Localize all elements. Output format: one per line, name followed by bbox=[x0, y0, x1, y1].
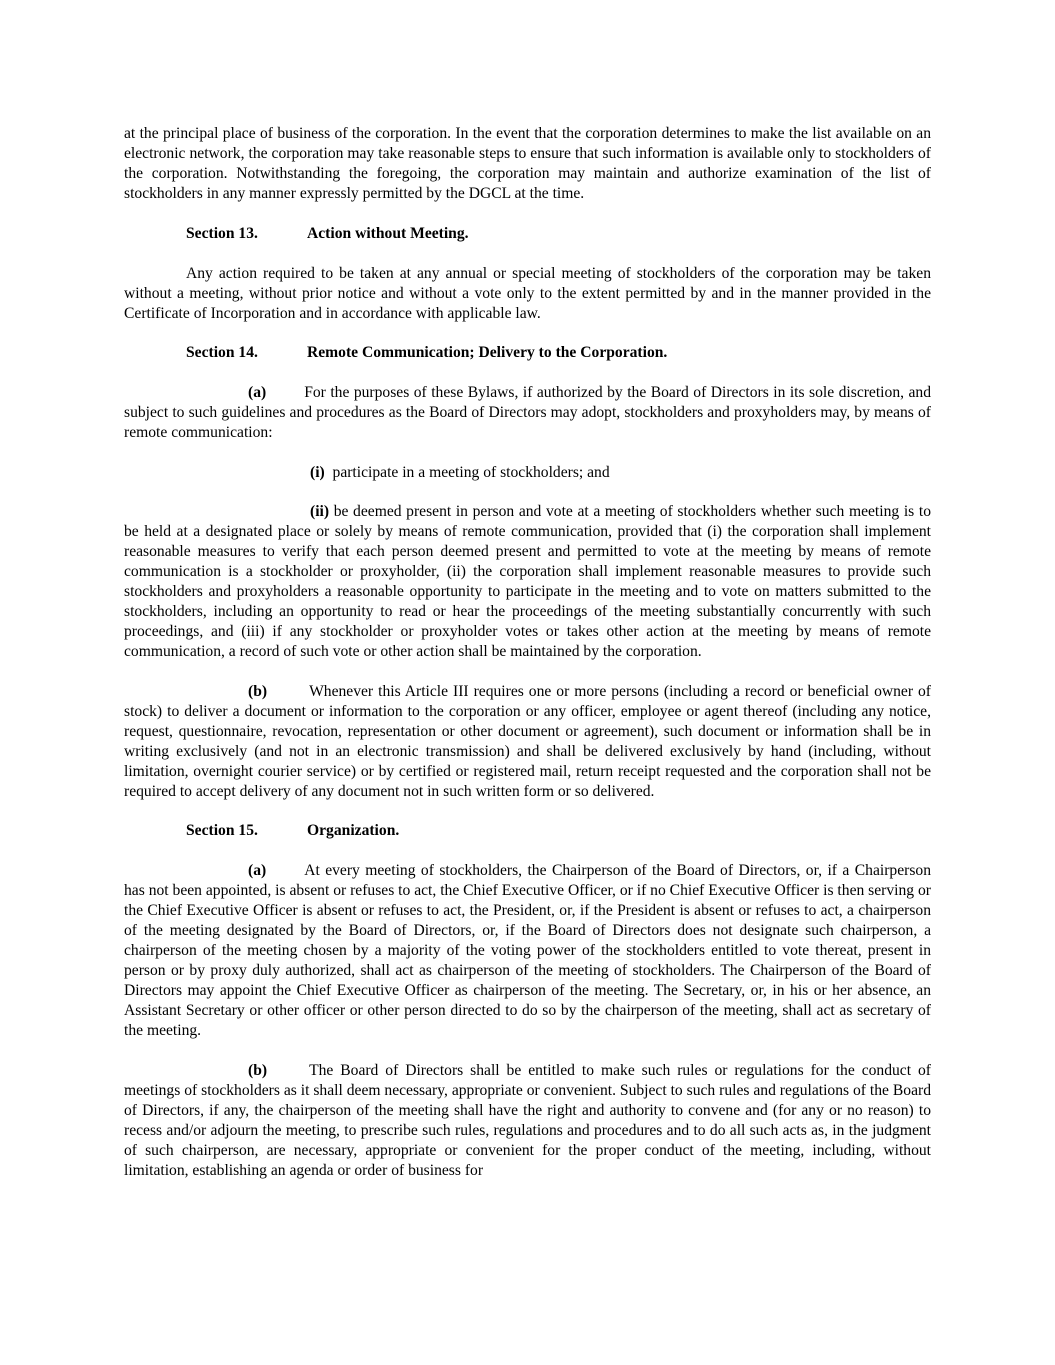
section-14-i-label: (i) bbox=[310, 463, 325, 481]
section-13-title: Action without Meeting. bbox=[307, 224, 469, 242]
section-15-a-label: (a) bbox=[248, 862, 267, 879]
intro-paragraph: at the principal place of business of the corporation. In the event that the corporation determines to make the list available on an electronic network, the corporation may take reasonable steps to ensure that such information is available only to stockholders of the corporation. Notwithstanding the foregoing, the corporation may maintain and authorize examination of the list of stockholders in any manner expressly permitted by the DGCL at the time. bbox=[124, 125, 931, 202]
section-13-heading bbox=[186, 224, 931, 244]
section-13-number: Section 13. bbox=[186, 224, 258, 242]
section-14-title: Remote Communication; Delivery to the Corporation. bbox=[307, 344, 668, 361]
section-13-body: Any action required to be taken at any annual or special meeting of stockholders of the corporation may be taken without a meeting, without prior notice and without a vote only to the extent permitted by and in the manner provided in the Certificate of Incorporation and in accordance with applicable law. bbox=[124, 264, 931, 322]
section-15-heading bbox=[186, 821, 931, 841]
section-15-a-paragraph bbox=[124, 861, 931, 1041]
section-14-heading bbox=[186, 343, 931, 363]
section-15-b-text: The Board of Directors shall be entitled to make such rules or regulations for the conduct of meetings of stockholders as it shall deem necessary, appropriate or convenient. Subject to such rules and regulations of the Board of Directors, if any, the chairperson of the meeting shall have the right and authority to convene and (for any or no reason) to recess and/or adjourn the meeting, to prescribe such rules, regulations and procedures and to do all such acts as, in the judgment of such chairperson, are necessary, appropriate or convenient for the proper conduct of the meeting, including, without limitation, establishing an agenda or order of business for bbox=[124, 1061, 931, 1179]
section-14-a-text: For the purposes of these Bylaws, if authorized by the Board of Directors in its sole discretion, and subject to such guidelines and procedures as the Board of Directors may adopt, stockholders and proxyholders may, by means of remote communication: bbox=[124, 384, 931, 441]
section-15-number: Section 15. bbox=[186, 822, 258, 839]
section-14-number: Section 14. bbox=[186, 344, 258, 361]
section-15-b-paragraph bbox=[124, 1061, 931, 1181]
section-14-ii-paragraph bbox=[124, 502, 931, 662]
section-14-a-label: (a) bbox=[248, 384, 267, 401]
section-14-ii-label: (ii) bbox=[310, 503, 330, 520]
section-14-b-paragraph bbox=[124, 682, 931, 802]
section-14-a-paragraph bbox=[124, 383, 931, 443]
section-14-b-text: Whenever this Article III requires one or more persons (including a record or beneficial owner of stock) to deliver a document or information to the corporation or any officer, employee or agent thereof (including any notice, request, questionnaire, revocation, representation or other document or agreement), such document or information shall be in writing exclusively (and not in an electronic transmission) and shall be delivered exclusively by hand (including, without limitation, overnight courier service) or by certified or registered mail, return receipt requested and the corporation shall not be required to accept delivery of any document not in such written form or so delivered. bbox=[124, 682, 931, 800]
section-14-i-text: participate in a meeting of stockholders; and bbox=[332, 463, 610, 481]
section-15-title: Organization. bbox=[307, 822, 400, 839]
section-15-a-text: At every meeting of stockholders, the Chairperson of the Board of Directors, or, if a Chairperson has not been appointed, is absent or refuses to act, the Chief Executive Officer, or if no Chief Executive Officer is then serving or the Chief Executive Officer is absent or refuses to act, the President, or, if the President is absent or refuses to act, a chairperson of the meeting designated by the Board of Directors, or, if the Board of Directors does not designate such chairperson, a chairperson of the meeting chosen by a majority of the voting power of the stockholders entitled to vote thereat, present in person or by proxy duly authorized, shall act as chairperson of the meeting of stockholders. The Chairperson of the Board of Directors may appoint the Chief Executive Officer as chairperson of the meeting. The Secretary, or, in his or her absence, an Assistant Secretary or other officer or other person directed to do so by the chairperson of the meeting, shall act as secretary of the meeting. bbox=[124, 862, 931, 1039]
section-15-b-label: (b) bbox=[248, 1061, 268, 1079]
section-14-ii-text: be deemed present in person and vote at a meeting of stockholders whether such meeting is to be held at a designated place or solely by means of remote communication, provided that (i) the corporation shall implement reasonable measures to verify that each person deemed present and permitted to vote at the meeting by means of remote communication is a stockholder or proxyholder, (ii) the corporation shall implement reasonable measures to provide such stockholders and proxyholders a reasonable opportunity to participate in the meeting and to vote on matters submitted to the stockholders, including an opportunity to read or hear the proceedings of the meeting substantially concurrently with such proceedings, and (iii) if any stockholder or proxyholder votes or takes other action at the meeting by means of remote communication, a record of such vote or other action shall be maintained by the corporation. bbox=[124, 503, 931, 660]
document-page bbox=[124, 124, 931, 1200]
section-14-i-paragraph bbox=[310, 463, 931, 483]
section-14-b-label: (b) bbox=[248, 682, 268, 700]
